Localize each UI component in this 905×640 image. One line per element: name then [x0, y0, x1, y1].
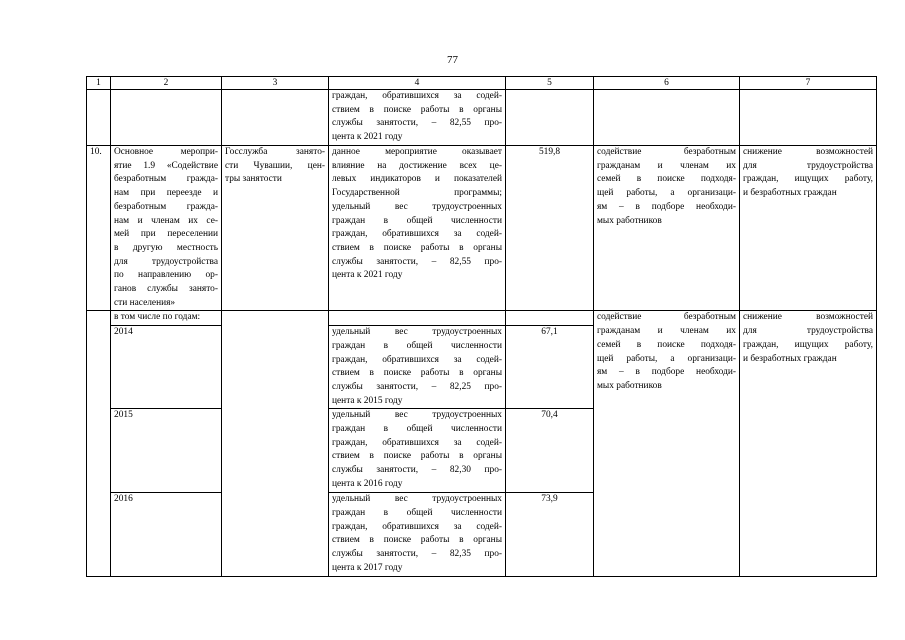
row-10 [87, 146, 877, 311]
cont-num-cell [87, 90, 111, 146]
year-label: 2016 [111, 493, 222, 576]
text-line: удельный вес трудоустроенных [332, 410, 502, 421]
text-line: содействие безработным [597, 147, 736, 157]
cont-risk-cell [740, 90, 877, 146]
text-line: граждан, обратившихся за содей- [332, 229, 502, 240]
year-indicator-cell [329, 493, 506, 576]
year-indicator-cell [329, 326, 506, 409]
header-col-1: 1 [87, 77, 111, 90]
result-cell [594, 146, 740, 311]
text-line: удельный вес трудоустроенных [332, 494, 502, 505]
text-line: Госслужба занято- [225, 147, 325, 157]
text-line: цента к 2016 году [332, 478, 403, 489]
text-line: граждан, ищущих работу, [743, 339, 873, 350]
text-line: сти Чувашии, цен- [225, 160, 325, 171]
text-line: граждан в общей численности [332, 424, 502, 435]
by-years-row [87, 311, 877, 326]
text-line: семей в поиске подходя- [597, 339, 736, 350]
text-line: гражданам и членам их [597, 160, 736, 171]
text-line: граждан в общей численности [332, 508, 502, 519]
text-line: для трудоустройства [114, 256, 218, 267]
text-line: мей при переселении [114, 229, 218, 240]
text-line: содействие безработным [597, 312, 736, 323]
text-line: по направлению ор- [114, 270, 218, 281]
text-line: цента к 2015 году [332, 395, 403, 406]
year-value-cell: 73,9 [506, 493, 594, 576]
text-line: граждан, обратившихся за содей- [332, 521, 502, 532]
text-line: щей работы, а организаци- [597, 353, 736, 364]
text-line: левых индикаторов и показателей [332, 174, 502, 185]
year-indicator-cell [329, 409, 506, 493]
year-num-cell [87, 493, 111, 576]
header-col-3: 3 [222, 77, 329, 90]
by-years-indicator-cell [329, 311, 506, 326]
header-col-5: 5 [506, 77, 594, 90]
cont-executor-cell [222, 90, 329, 146]
by-years-value-cell [506, 311, 594, 326]
text-line: тры занятости [225, 174, 282, 185]
page-number: 77 [447, 54, 458, 66]
header-col-2: 2 [111, 77, 222, 90]
text-line: ствием в поиске работы в органы [332, 451, 502, 462]
text-line: службы занятости, – 82,35 про- [332, 549, 502, 560]
text-line: ям – в подборе необходи- [597, 201, 736, 212]
header-col-4: 4 [329, 77, 506, 90]
text-line: данное мероприятие оказывает [332, 147, 502, 157]
cont-result-cell [594, 90, 740, 146]
text-line: службы занятости, – 82,25 про- [332, 381, 502, 392]
text-line: гражданам и членам их [597, 326, 736, 337]
text-line: ствием в поиске работы в органы [332, 242, 502, 253]
text-line: нам и членам их се- [114, 215, 218, 226]
year-value-cell: 70,4 [506, 409, 594, 493]
text-line: влияние на достижение всех це- [332, 160, 502, 171]
text-line: ствием в поиске работы в органы [332, 104, 502, 115]
text-line: граждан в общей численности [332, 340, 502, 351]
text-line: снижение возможностей [743, 312, 873, 323]
text-line: безработным гражда- [114, 201, 218, 212]
text-line: для трудоустройства [743, 160, 873, 171]
text-line: граждан, обратившихся за содей- [332, 437, 502, 448]
risk-cell [740, 146, 877, 311]
text-line: ятие 1.9 «Содействие [114, 160, 218, 171]
cont-name-cell [111, 90, 222, 146]
text-line: мых работников [597, 215, 662, 226]
text-line: в другую местность [114, 242, 218, 253]
activity-name-cell [111, 146, 222, 311]
text-line: службы занятости, – 82,55 про- [332, 256, 502, 267]
text-line: Государственной программы; [332, 188, 502, 199]
text-line: ям – в подборе необходи- [597, 367, 736, 378]
year-num-cell [87, 409, 111, 493]
year-value-cell: 67,1 [506, 326, 594, 409]
year-label: 2014 [111, 326, 222, 409]
text-line: и безработных граждан [743, 353, 837, 364]
value-cell: 519,8 [506, 146, 594, 311]
text-line: снижение возможностей [743, 147, 873, 157]
text-line: цента к 2021 году [332, 132, 403, 143]
years-executor-cell [222, 311, 329, 576]
text-line: граждан в общей численности [332, 215, 502, 226]
activities-table [86, 76, 877, 577]
text-line: граждан, обратившихся за содей- [332, 91, 502, 101]
text-line: мых работников [597, 380, 662, 391]
text-line: для трудоустройства [743, 326, 873, 337]
cont-indicator-cell [329, 90, 506, 146]
text-line: нам при переезде и [114, 188, 218, 199]
text-line: Основное меропри- [114, 147, 218, 157]
cont-value-cell [506, 90, 594, 146]
text-line: граждан, ищущих работу, [743, 174, 873, 185]
years-risk-cell [740, 311, 877, 576]
indicator-cell [329, 146, 506, 311]
row-number: 10. [87, 146, 111, 311]
years-result-cell [594, 311, 740, 576]
text-line: безработным гражда- [114, 174, 218, 185]
year-num-cell [87, 326, 111, 409]
text-line: ганов службы занято- [114, 284, 218, 295]
text-line: службы занятости, – 82,30 про- [332, 465, 502, 476]
text-line: ствием в поиске работы в органы [332, 368, 502, 379]
text-line: и безработных граждан [743, 188, 837, 199]
text-line: ствием в поиске работы в органы [332, 535, 502, 546]
by-years-label: в том числе по годам: [111, 311, 222, 326]
header-col-6: 6 [594, 77, 740, 90]
text-line: граждан, обратившихся за содей- [332, 354, 502, 365]
text-line: цента к 2017 году [332, 562, 403, 573]
by-years-num-cell [87, 311, 111, 326]
text-line: щей работы, а организаци- [597, 188, 736, 199]
text-line: цента к 2021 году [332, 270, 403, 281]
text-line: сти населения» [114, 297, 176, 308]
header-col-7: 7 [740, 77, 877, 90]
executor-cell [222, 146, 329, 311]
text-line: семей в поиске подходя- [597, 174, 736, 185]
header-row [87, 77, 877, 90]
continuation-row [87, 90, 877, 146]
text-line: удельный вес трудоустроенных [332, 327, 502, 338]
text-line: удельный вес трудоустроенных [332, 201, 502, 212]
text-line: службы занятости, – 82,55 про- [332, 118, 502, 129]
year-label: 2015 [111, 409, 222, 493]
